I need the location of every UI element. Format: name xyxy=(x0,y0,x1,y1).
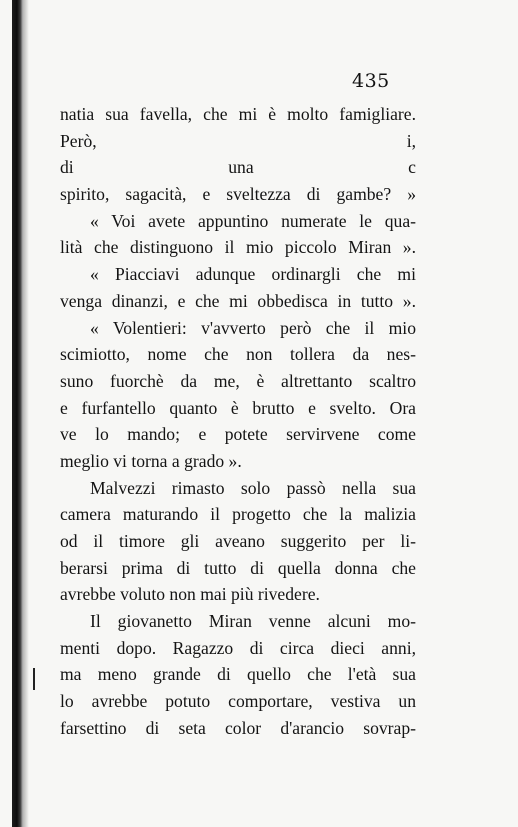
text-line: Malvezzi rimasto solo passò nella sua xyxy=(90,477,416,498)
text-line: berarsi prima di tutto di quella donna che xyxy=(60,557,416,578)
text-line: farsettino di seta color d'arancio sovrap- xyxy=(60,717,416,738)
text-line: scimiotto, nome che non tollera da nes- xyxy=(60,344,416,365)
text-line: lo avrebbe potuto comportare, vestiva un xyxy=(60,691,416,712)
text-line: meglio vi torna a grado ». xyxy=(60,450,242,471)
text-line: venga dinanzi, e che mi obbedisca in tutto ». xyxy=(60,290,416,311)
text-line: ma meno grande di quello che l'età sua xyxy=(60,664,416,685)
text-line: spirito, sagacità, e sveltezza di gambe? » xyxy=(60,184,416,205)
text-line: ve lo mando; e potete servirvene come xyxy=(60,424,416,445)
text-line: « Voi avete appuntino numerate le qua- xyxy=(90,210,416,231)
binding-edge xyxy=(12,0,23,827)
margin-mark xyxy=(33,668,35,690)
text-line: avrebbe voluto non mai più rivedere. xyxy=(60,584,320,605)
text-line: « Piacciavi adunque ordinargli che mi xyxy=(90,264,416,285)
text-line: Il giovanetto Miran venne alcuni mo- xyxy=(90,611,416,632)
text-line: « Volentieri: v'avverto però che il mio xyxy=(90,317,416,338)
text-line: lità che distinguono il mio piccolo Miran ». xyxy=(60,237,416,258)
text-line: di una c xyxy=(60,157,416,178)
text-line: suno fuorchè da me, è altrettanto scaltro xyxy=(60,370,416,391)
text-line: od il timore gli aveano suggerito per li- xyxy=(60,531,416,551)
text-line: Però, i, xyxy=(60,130,416,151)
text-line: e furfantello quanto è brutto e svelto. Ora xyxy=(60,397,416,418)
page-number: 435 xyxy=(352,70,390,92)
body-text xyxy=(60,101,416,742)
binding-shadow xyxy=(23,0,29,827)
text-line: camera maturando il progetto che la malizia xyxy=(60,504,416,525)
text-line: menti dopo. Ragazzo di circa dieci anni, xyxy=(60,637,416,658)
text-line: natia sua favella, che mi è molto famigliare. xyxy=(60,104,416,124)
